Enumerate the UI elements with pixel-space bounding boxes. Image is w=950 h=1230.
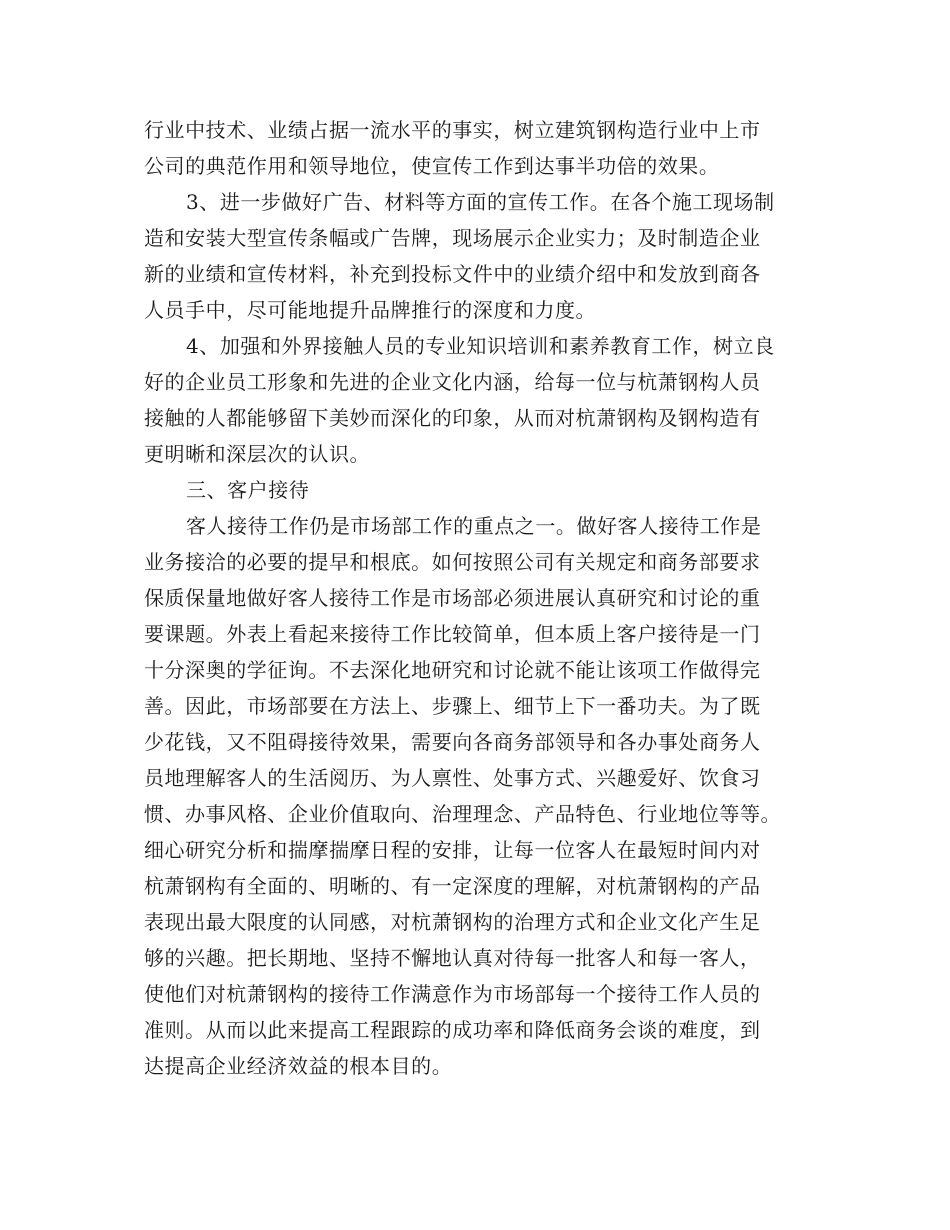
text-line: 善。因此，市场部要在方法上、步骤上、细节上下一番功夫。为了既 [144,694,761,718]
text-line: 达提高企业经济效益的根本目的。 [144,1054,453,1078]
text-line: 十分深奥的学征询。不去深化地研究和讨论就不能让该项工作做得完 [144,658,761,682]
text-line: 行业中技术、业绩占据一流水平的事实，树立建筑钢构造行业中上市 [144,118,761,142]
text-line: 细心研究分析和揣摩揣摩日程的安排，让每一位客人在最短时间内对 [144,838,761,862]
text-line: 准则。从而以此来提高工程跟踪的成功率和降低商务会谈的难度，到 [144,1018,761,1042]
text-line: 4、加强和外界接触人员的专业知识培训和素养教育工作，树立良 [186,334,775,358]
text-line: 少花钱，又不阻碍接待效果，需要向各商务部领导和各办事处商务人 [144,730,761,754]
text-line: 业务接洽的必要的提早和根底。如何按照公司有关规定和商务部要求 [144,550,761,574]
text-line: 保质保量地做好客人接待工作是市场部必须进展认真研究和讨论的重 [144,586,761,610]
text-line: 好的企业员工形象和先进的企业文化内涵，给每一位与杭萧钢构人员 [144,370,761,394]
text-line: 惯、办事风格、企业价值取向、治理理念、产品特色、行业地位等等。 [144,802,782,826]
text-line: 三、客户接待 [186,478,310,502]
text-line: 造和安装大型宣传条幅或广告牌，现场展示企业实力；及时制造企业 [144,226,761,250]
text-line: 接触的人都能够留下美妙而深化的印象，从而对杭萧钢构及钢构造有 [144,406,761,430]
text-line: 新的业绩和宣传材料，补充到投标文件中的业绩介绍中和发放到商各 [144,262,761,286]
text-line: 人员手中，尽可能地提升品牌推行的深度和力度。 [144,298,597,322]
text-line: 表现出最大限度的认同感，对杭萧钢构的治理方式和企业文化产生足 [144,910,761,934]
document-body [144,112,824,1084]
text-line: 3、进一步做好广告、材料等方面的宣传工作。在各个施工现场制 [186,190,775,214]
text-line: 员地理解客人的生活阅历、为人禀性、处事方式、兴趣爱好、饮食习 [144,766,761,790]
text-line: 够的兴趣。把长期地、坚持不懈地认真对待每一批客人和每一客人， [144,946,761,970]
text-line: 使他们对杭萧钢构的接待工作满意作为市场部每一个接待工作人员的 [144,982,761,1006]
text-line: 公司的典范作用和领导地位，使宣传工作到达事半功倍的效果。 [144,154,720,178]
text-line: 客人接待工作仍是市场部工作的重点之一。做好客人接待工作是 [186,514,762,538]
text-line: 要课题。外表上看起来接待工作比较简单，但本质上客户接待是一门 [144,622,761,646]
text-line: 杭萧钢构有全面的、明晰的、有一定深度的理解，对杭萧钢构的产品 [144,874,761,898]
text-line: 更明晰和深层次的认识。 [144,442,371,466]
